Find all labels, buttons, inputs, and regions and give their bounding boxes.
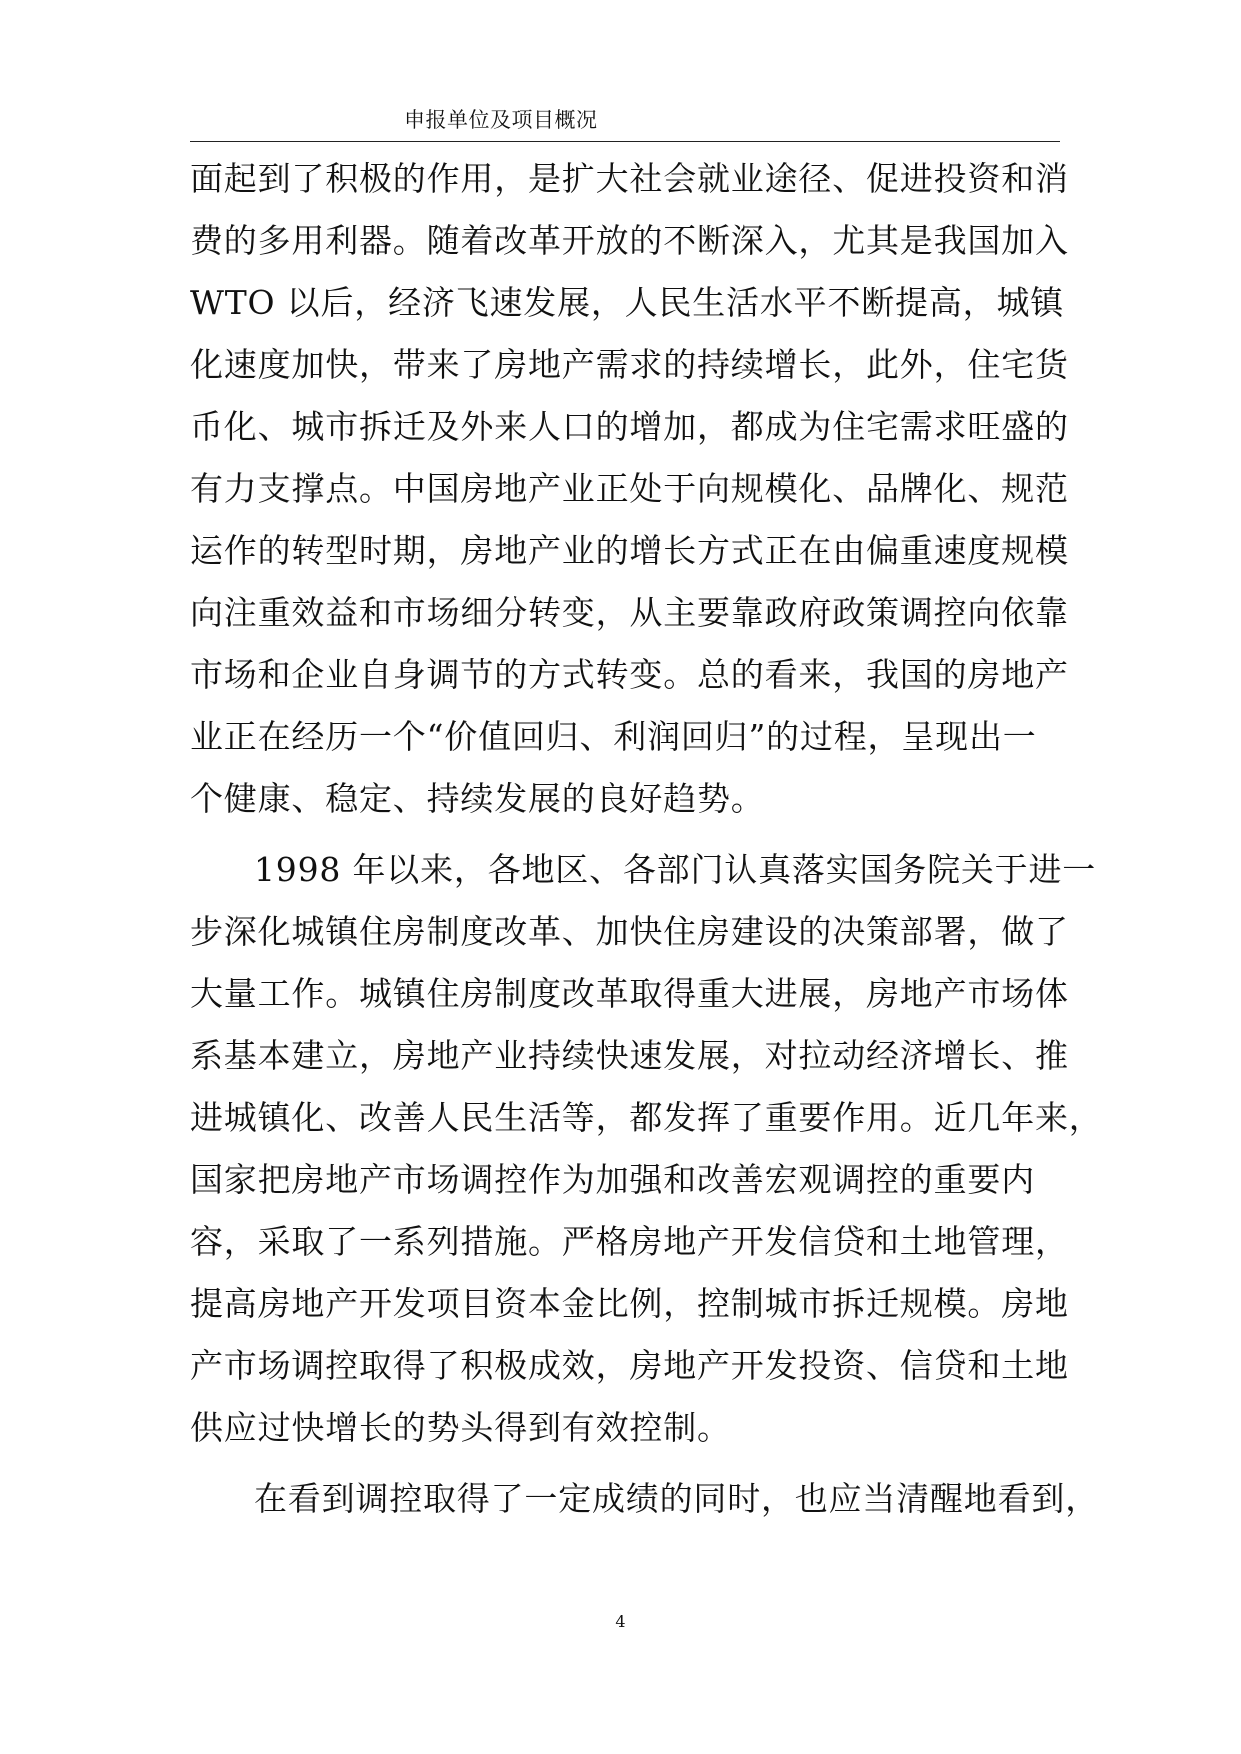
text-line: 化速度加快，带来了房地产需求的持续增长，此外，住宅货: [190, 345, 1069, 384]
text-line: 向注重效益和市场细分转变，从主要靠政府政策调控向依靠: [190, 593, 1069, 632]
paragraph: [190, 148, 1069, 830]
body-text: [190, 148, 1103, 1530]
text-line: 面起到了积极的作用，是扩大社会就业途径、促进投资和消: [190, 159, 1069, 198]
text-line: 有力支撑点。中国房地产业正处于向规模化、品牌化、规范: [190, 469, 1069, 508]
text-line: 在看到调控取得了一定成绩的同时，也应当清醒地看到，: [254, 1479, 1099, 1518]
text-line: 进城镇化、改善人民生活等，都发挥了重要作用。近几年来，: [190, 1098, 1103, 1137]
text-line: 市场和企业自身调节的方式转变。总的看来，我国的房地产: [190, 655, 1069, 694]
paragraph-gap: [190, 1459, 1060, 1468]
text-line: 1998 年以来，各地区、各部门认真落实国务院关于进一: [254, 850, 1097, 889]
page-number: 4: [615, 1612, 626, 1631]
text-line: 步深化城镇住房制度改革、加快住房建设的决策部署，做了: [190, 912, 1069, 951]
text-line: 系基本建立，房地产业持续快速发展，对拉动经济增长、推: [190, 1036, 1069, 1075]
text-line: 费的多用利器。随着改革开放的不断深入，尤其是我国加入: [190, 221, 1069, 260]
text-line: WTO 以后，经济飞速发展，人民生活水平不断提高，城镇: [190, 283, 1065, 322]
text-line: 容，采取了一系列措施。严格房地产开发信贷和土地管理，: [190, 1222, 1069, 1261]
header-title: 申报单位及项目概况: [404, 108, 598, 132]
text-line: 国家把房地产市场调控作为加强和改善宏观调控的重要内: [190, 1160, 1035, 1199]
text-line: 产市场调控取得了积极成效，房地产开发投资、信贷和土地: [190, 1346, 1069, 1385]
text-line: 大量工作。城镇住房制度改革取得重大进展，房地产市场体: [190, 974, 1069, 1013]
text-line: 币化、城市拆迁及外来人口的增加，都成为住宅需求旺盛的: [190, 407, 1069, 446]
text-line: 个健康、稳定、持续发展的良好趋势。: [190, 779, 765, 818]
paragraph: [190, 1468, 1099, 1530]
paragraph: [190, 839, 1103, 1459]
text-line: 运作的转型时期，房地产业的增长方式正在由偏重速度规模: [190, 531, 1069, 570]
text-line: 提高房地产开发项目资本金比例，控制城市拆迁规模。房地: [190, 1284, 1069, 1323]
text-line: 供应过快增长的势头得到有效控制。: [190, 1408, 731, 1447]
page-header: [190, 105, 1060, 142]
paragraph-gap: [190, 830, 1060, 839]
text-line: 业正在经历一个“价值回归、利润回归”的过程，呈现出一: [190, 717, 1037, 756]
